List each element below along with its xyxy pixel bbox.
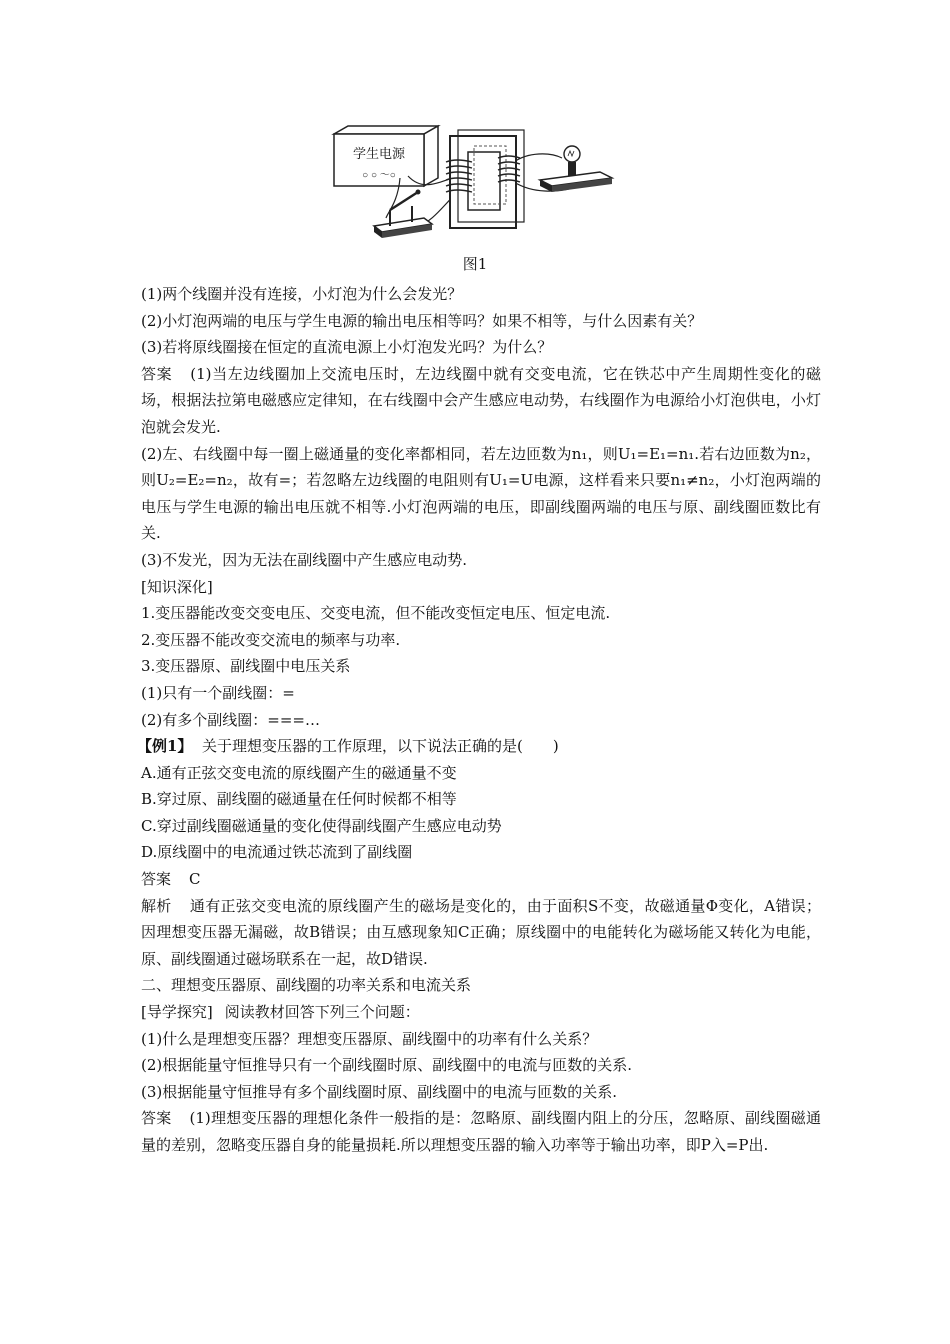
section-2-question-1: (1)什么是理想变压器？理想变压器原、副线圈中的功率有什么关系？ xyxy=(141,1029,598,1048)
example-analysis xyxy=(141,893,821,973)
answer-label: 答案 xyxy=(141,364,173,383)
section-2-question-2: (2)根据能量守恒推导只有一个副线圈时原、副线圈中的电流与匝数的关系. xyxy=(141,1056,633,1075)
answer-1-part-1-text: (1)当左边线圈加上交流电压时，左边线圈中就有交变电流，它在铁芯中产生周期性变化的磁场，根据法拉第电磁感应定律知，在右线圈中会产生感应电动势，右线圈作为电源给小灯泡供电，小灯泡就会发光. xyxy=(141,364,821,436)
knowledge-item-3: 3.变压器原、副线圈中电压关系 xyxy=(141,657,351,676)
document-body xyxy=(137,281,821,1159)
option-d: D.原线圈中的电流通过铁芯流到了副线圈 xyxy=(141,843,413,862)
answer-1-part-1 xyxy=(141,361,821,441)
analysis-text: 通有正弦交变电流的原线圈产生的磁场是变化的，由于面积S不变，故磁通量Φ变化，A错误；因理想变压器无漏磁，故B错误；由互感现象知C正确；原线圈中的电能转化为磁场能又转化为电能，原、副线圈通过磁场联系在一起，故D错误. xyxy=(141,896,821,968)
example-answer-value: C xyxy=(189,870,201,889)
guide-line xyxy=(141,999,821,1026)
answer-1-part-2: (2)左、右线圈中每一圈上磁通量的变化率都相同，若左边匝数为n₁，则U₁=E₁=n₁.若右边匝数为n₂，则U₂=E₂=n₂，故有=；若忽略左边线圈的电阻则有U₁=U电源，这样看来只要n₁≠n₂，小灯泡两端的电压与学生电源的输出电压就不相等.小灯泡两端的电压，即副线圈两端的电压与原、副线圈匝数比有关. xyxy=(141,444,821,543)
knowledge-item-5: (2)有多个副线圈：===… xyxy=(141,710,320,729)
figure-caption: 图1 xyxy=(462,255,488,273)
knowledge-heading: [知识深化] xyxy=(141,577,213,596)
option-b: B.穿过原、副线圈的磁通量在任何时候都不相等 xyxy=(141,790,457,809)
knowledge-item-4: (1)只有一个副线圈：= xyxy=(141,683,295,702)
question-1: (1)两个线圈并没有连接，小灯泡为什么会发光？ xyxy=(141,285,463,303)
guide-text: 阅读教材回答下列三个问题： xyxy=(224,1003,420,1022)
section-2-answer-text: (1)理想变压器的理想化条件一般指的是：忽略原、副线圈内阻上的分压，忽略原、副线圈磁通量的差别，忽略变压器自身的能量损耗.所以理想变压器的输入功率等于输出功率，即P入=P出. xyxy=(141,1109,821,1154)
analysis-label: 解析 xyxy=(141,896,172,915)
section-2-title: 二、理想变压器原、副线圈的功率关系和电流关系 xyxy=(141,976,472,995)
example-1-stem xyxy=(137,733,821,760)
power-supply-terminals: ○ ○ ～○ xyxy=(362,170,396,181)
example-stem-text: 关于理想变压器的工作原理，以下说法正确的是( ) xyxy=(201,737,559,756)
question-2: (2)小灯泡两端的电压与学生电源的输出电压相等吗？如果不相等，与什么因素有关？ xyxy=(141,311,703,330)
knowledge-item-1: 1.变压器能改变交变电压、交变电流，但不能改变恒定电压、恒定电流. xyxy=(141,604,611,623)
lamp-icon xyxy=(540,146,612,192)
power-supply-box xyxy=(334,126,438,186)
transformer-experiment-figure xyxy=(328,122,628,252)
section-2-question-3: (3)根据能量守恒推导有多个副线圈时原、副线圈中的电流与匝数的关系. xyxy=(141,1082,618,1101)
section-2-answer xyxy=(141,1105,821,1158)
option-a: A.通有正弦交变电流的原线圈产生的磁通量不变 xyxy=(141,763,457,782)
switch-icon xyxy=(374,190,432,239)
question-3: (3)若将原线圈接在恒定的直流电源上小灯泡发光吗？为什么？ xyxy=(141,338,553,357)
answer-label: 答案 xyxy=(141,870,172,889)
answer-1-part-3: (3)不发光，因为无法在副线圈中产生感应电动势. xyxy=(141,550,468,569)
transformer-core xyxy=(446,130,524,228)
example-answer xyxy=(141,866,821,893)
example-label: 【例1】 xyxy=(137,737,193,756)
guide-label: [导学探究] xyxy=(141,1003,213,1022)
knowledge-item-2: 2.变压器不能改变交流电的频率与功率. xyxy=(141,630,401,649)
answer-label: 答案 xyxy=(141,1109,172,1128)
power-supply-label: 学生电源 xyxy=(352,146,406,161)
option-c: C.穿过副线圈磁通量的变化使得副线圈产生感应电动势 xyxy=(141,816,502,835)
